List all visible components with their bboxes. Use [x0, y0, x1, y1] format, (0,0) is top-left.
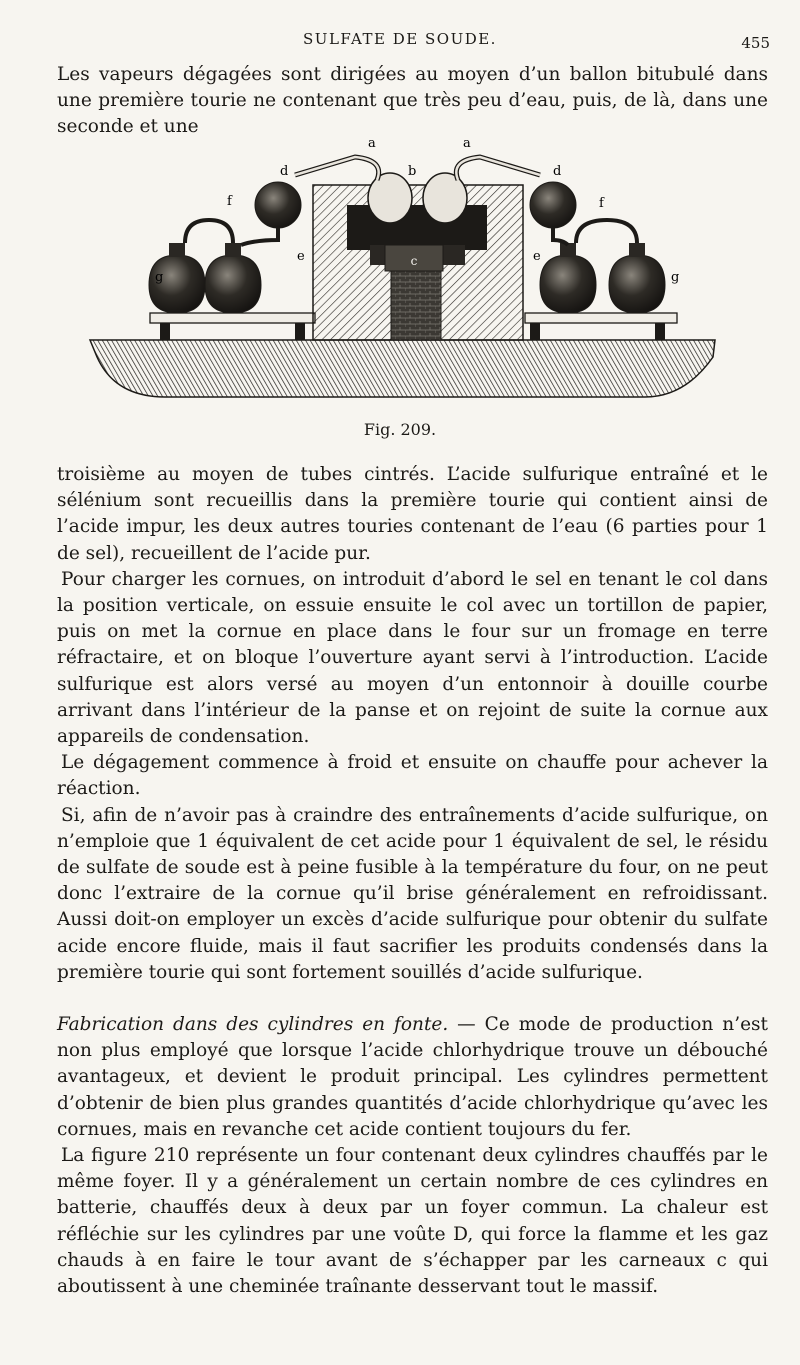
charge-paragraph: Pour charger les cornues, on introduit d’abord le sel en tenant le col dans la position verticale, on essuie ensuite le col avec un tortillon de papier, puis on met la cornue en place dans le four sur un fromage en terre réfractaire, et on bloque l’ouverture ayant servi à l’introduction. L’acide sulfurique est alors versé au moyen d’un entonnoir à douille courbe arrivant dans l’intérieur de la panse et on rejoint de suite la cornue aux appareils de condensation.: [57, 568, 768, 748]
apparatus-illustration: [85, 135, 720, 435]
body-text-middle: [57, 462, 768, 986]
label-g-left: g: [155, 270, 164, 285]
figure-caption: Fig. 209.: [363, 420, 437, 439]
label-d-right: d: [553, 164, 562, 179]
intro-text: Les vapeurs dégagées sont dirigées au moyen d’un ballon bitubulé dans une première tourie ne contenant que très peu d’eau, puis, de là, dans une seconde et une: [57, 64, 768, 138]
figure210-paragraph: La figure 210 représente un four contenant deux cylindres chauffés par le même foyer. Il y a généralement un certain nombre de ces cylindres en batterie, chauffés deux à deux par un foyer commun. La chaleur est réfléchie sur les cylindres par une voûte D, qui force la flamme et les gaz chauds à en faire le tour avant de s’échapper par les carneaux c qui aboutissent à une cheminée traînante desservant tout le massif.: [57, 1145, 768, 1298]
continuation-paragraph: troisième au moyen de tubes cintrés. L’acide sulfurique entraîné et le sélénium sont recueillis dans la première tourie qui contient ainsi de l’acide impur, les deux autres touries contenant de l’eau (6 parties pour 1 de sel), recueillent de l’acide pur.: [57, 464, 768, 564]
fabrication-paragraph: [57, 1012, 768, 1143]
running-title: SULFATE DE SOUDE.: [303, 30, 497, 48]
fabrication-heading: Fabrication dans des cylindres en fonte.: [57, 1014, 449, 1035]
label-e-left: e: [297, 249, 305, 264]
label-g-right: g: [671, 270, 680, 285]
label-a-right: a: [463, 136, 471, 151]
label-b: b: [408, 164, 417, 179]
fabrication-text: — Ce mode de production n’est non plus employé que lorsque l’acide chlorhydrique trouve un débouché avantageux, et devient le produit principal. Les cylindres permettent d’obtenir de bien plus grandes quantités d’acide chlorhydrique qu’avec les cornues, mais en revanche cet acide contient toujours du fer.: [57, 1014, 768, 1140]
intro-paragraph: [57, 62, 768, 141]
label-a-left: a: [368, 136, 376, 151]
label-d-left: d: [280, 164, 289, 179]
page-number: 455: [741, 34, 770, 52]
degagement-paragraph: Le dégagement commence à froid et ensuite on chauffe pour achever la réaction.: [57, 752, 768, 800]
running-head: [0, 28, 800, 54]
body-text-lower: [57, 1012, 768, 1300]
si-paragraph: Si, afin de n’avoir pas à craindre des entraînements d’acide sulfurique, on n’emploie que 1 équivalent de cet acide pour 1 équivalent de sel, le résidu de sulfate de soude est à peine fusible à la température du four, on ne peut donc l’extraire de la cornue qu’il brise généralement en refroidissant. Aussi doit-on employer un excès d’acide sulfurique pour obtenir du sulfate acide encore fluide, mais il faut sacrifier les produits condensés dans la première tourie qui sont fortement souillés d’acide sulfurique.: [57, 804, 768, 983]
label-f-left: f: [227, 194, 232, 209]
figure-209: [85, 135, 720, 435]
label-e-right: e: [533, 249, 541, 264]
label-c: c: [410, 254, 418, 268]
label-f-right: f: [599, 196, 604, 211]
